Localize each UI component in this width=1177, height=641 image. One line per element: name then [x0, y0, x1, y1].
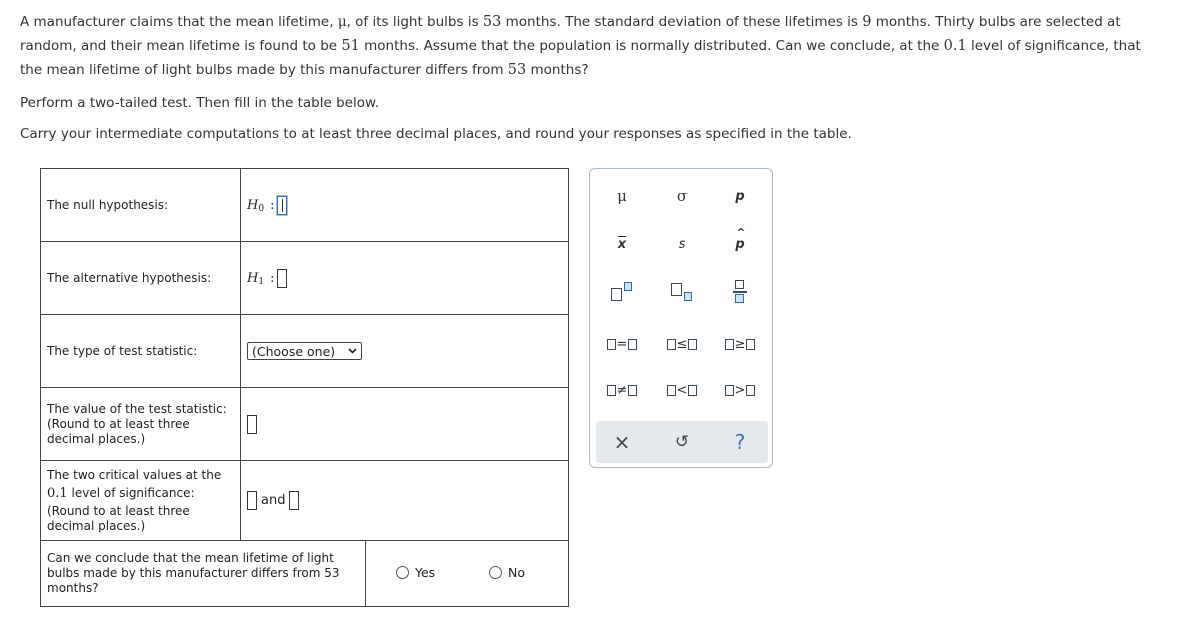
help-icon: ? — [734, 430, 746, 454]
subscript-template-icon — [671, 282, 693, 302]
h1-expression: H $_1$ : — [247, 269, 287, 288]
help-key[interactable] — [720, 427, 760, 457]
and-text: and — [261, 493, 286, 508]
subscript-key[interactable] — [662, 277, 702, 307]
test-type-select[interactable]: (Choose one) — [247, 342, 362, 360]
problem-statement: A manufacturer claims that the mean lifetime, μ, of its light bulbs is 53 months. The standard deviation of these lifetimes is 9 months. Thirty bulbs are selected at random, and their mean lifetime is found to be 51 months. Assume that the population is normally distributed. Can we conclude, at the 0.1 level of significance, that the mean lifetime of light bulbs made by this manufacturer differs from 53 months? — [20, 14, 1141, 78]
instruction-rounding: Carry your intermediate computations to at least three decimal places, and round your responses as specified in the table. — [20, 126, 852, 142]
instruction-two-tailed: Perform a two-tailed test. Then fill in the table below. — [20, 95, 380, 111]
test-value-input[interactable] — [247, 415, 257, 434]
answer-table — [40, 168, 569, 607]
row-null-hypothesis — [41, 169, 569, 242]
row-alt-hypothesis — [41, 242, 569, 315]
clear-key[interactable] — [602, 427, 642, 457]
superscript-template-icon — [611, 282, 633, 302]
palette-action-bar — [596, 421, 768, 463]
p-key[interactable]: p — [735, 188, 745, 204]
math-palette — [589, 168, 773, 468]
null-hypothesis-label: The null hypothesis: — [41, 169, 241, 242]
h0-answer-input[interactable] — [277, 196, 287, 215]
test-value-label: The value of the test statistic: (Round to at least three decimal places.) — [41, 388, 241, 461]
less-equal-key[interactable]: ≤ — [662, 329, 702, 359]
greater-than-key[interactable]: > — [720, 375, 760, 405]
conclusion-label: Can we conclude that the mean lifetime of light bulbs made by this manufacturer differs from 53 months? — [41, 541, 366, 607]
row-test-value — [41, 388, 569, 461]
greater-equal-key[interactable]: ≥ — [720, 329, 760, 359]
phat-key[interactable]: ^ p — [735, 225, 746, 252]
superscript-key[interactable] — [602, 277, 642, 307]
critical-value-2-input[interactable] — [289, 491, 299, 510]
row-critical-values — [41, 461, 569, 541]
no-radio-option[interactable]: No — [489, 565, 525, 580]
sigma-key[interactable]: σ — [676, 187, 688, 205]
yes-radio-option[interactable]: Yes — [396, 565, 435, 580]
row-test-type — [41, 315, 569, 388]
undo-icon: ↺ — [674, 432, 690, 452]
chevron-down-icon — [348, 346, 357, 357]
h1-answer-input[interactable] — [277, 269, 287, 288]
h0-expression: H $_0$ : — [247, 196, 287, 215]
test-type-label: The type of test statistic: — [41, 315, 241, 388]
undo-key[interactable] — [662, 427, 702, 457]
mu-key[interactable]: μ — [617, 187, 627, 205]
fraction-key[interactable] — [720, 277, 760, 307]
less-than-key[interactable]: < — [662, 375, 702, 405]
yes-radio[interactable] — [396, 566, 409, 579]
xbar-key[interactable]: $\overline{x}$ — [617, 236, 627, 252]
no-radio[interactable] — [489, 566, 502, 579]
s-key[interactable]: s — [678, 236, 686, 252]
alt-hypothesis-label: The alternative hypothesis: — [41, 242, 241, 315]
critical-value-1-input[interactable] — [247, 491, 257, 510]
critical-values-label: The two critical values at the 0.1 level of significance: (Round to at least three decimal places.) — [41, 461, 241, 541]
not-equal-key[interactable]: ≠ — [602, 375, 642, 405]
equals-key[interactable]: = — [602, 329, 642, 359]
row-conclusion — [41, 541, 569, 607]
fraction-template-icon — [733, 280, 747, 304]
close-icon: × — [613, 430, 631, 454]
mu-symbol: μ — [337, 14, 347, 30]
